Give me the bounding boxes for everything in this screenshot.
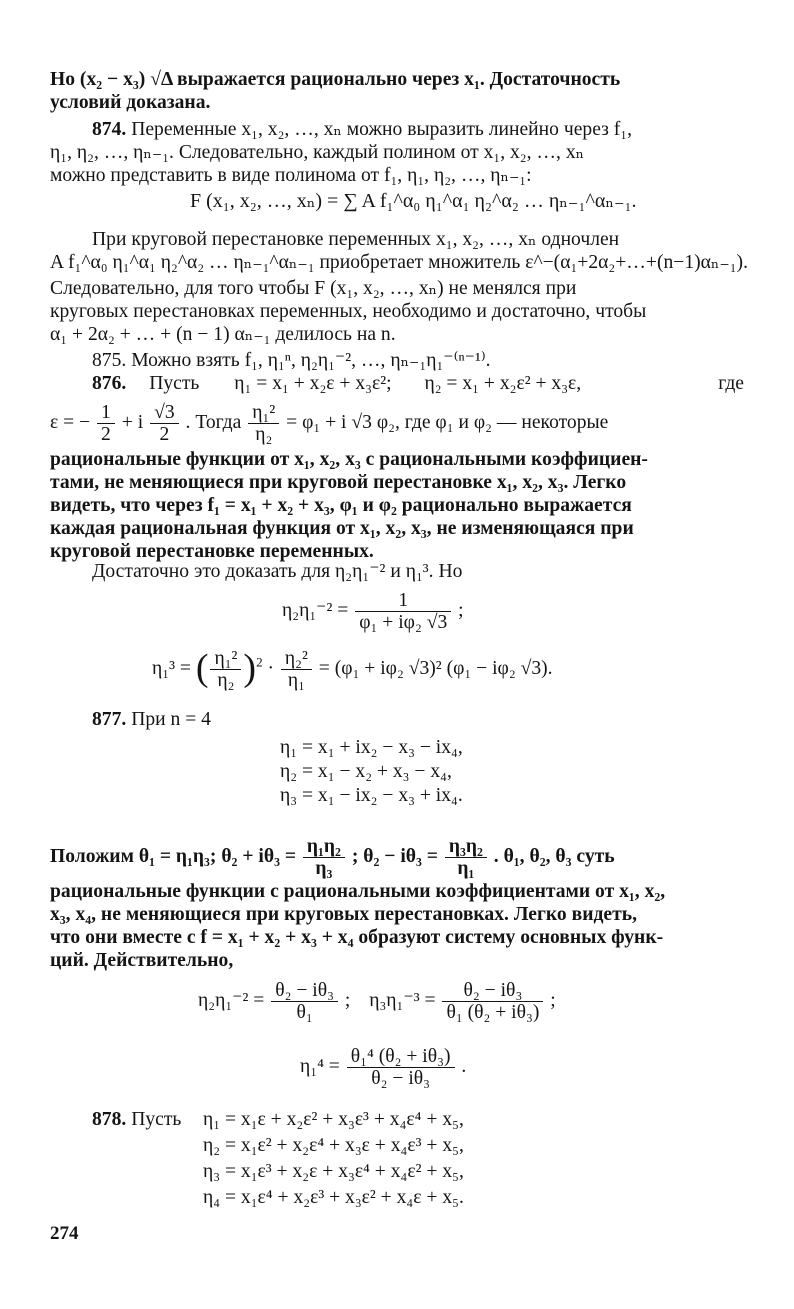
page-number: 274 xyxy=(50,1223,79,1244)
fraction-r3 xyxy=(347,1046,455,1089)
equation-eta1-cubed: η₁³ = ( $\frac{\text{η₁²}}{\text{η₂}}$ )$^2$ · $\frac{\text{η₂²}}{\text{η₁}}$ = (φ₁ + iφ₂ √3)² (φ₁ − iφ₂ √3). xyxy=(152,647,553,691)
separator: ; xyxy=(550,990,556,1011)
text: При n = 4 xyxy=(131,709,211,730)
problem-874-line-1 xyxy=(92,118,786,142)
numerator: 1 xyxy=(97,402,115,424)
problem-876-line-6: каждая рациональная функция от x₁, x₂, x₃, не изменяющаяся при xyxy=(50,518,634,539)
word-where: где xyxy=(718,373,744,394)
put-part-b: ; θ₂ − iθ₃ = xyxy=(351,846,438,867)
problem-876-line-4: тами, не меняющиеся при круговой перестановке x₁, x₂, x₃. Легко xyxy=(50,472,627,493)
equation-eta2-eta1 xyxy=(282,590,464,633)
fraction-eta xyxy=(248,402,279,445)
plus-i: + i xyxy=(121,412,144,433)
text: Можно взять f₁, η₁ⁿ, η₂η₁⁻², …, ηₙ₋₁η₁⁻⁽ⁿ⁻¹⁾. xyxy=(131,350,491,371)
problem-876-epsilon-line xyxy=(50,402,608,445)
problem-874-para2-line-4: круговых перестановках переменных, необходимо и достаточно, чтобы xyxy=(50,301,647,322)
problem-876-line-3: рациональные функции от x₁, x₂, x₃ с рациональными коэффициен- xyxy=(50,449,648,470)
eta-2-def: η₂ = x₁ε² + x₂ε⁴ + x₃ε + x₄ε³ + x₅, xyxy=(203,1135,464,1156)
numerator: √3 xyxy=(150,402,179,424)
problem-877-put-line xyxy=(50,836,615,879)
r2-lhs: η₃η₁⁻³ = xyxy=(369,990,436,1011)
separator: ; xyxy=(458,600,464,621)
fraction-sqrt3-over-2 xyxy=(150,402,179,445)
r3-lhs: η₁⁴ = xyxy=(300,1056,340,1077)
problem-874-para2-line-1: При круговой перестановке переменных x₁, x₂, …, xₙ одночлен xyxy=(92,229,620,250)
fraction-half xyxy=(97,402,115,445)
fraction-r1 xyxy=(271,980,338,1023)
denominator: θ₂ − iθ₃ xyxy=(371,1068,430,1089)
separator: . xyxy=(461,1056,467,1077)
numerator: η₃η₂ xyxy=(445,836,487,858)
problem-number: 874. xyxy=(92,119,127,140)
numerator: 1 xyxy=(355,590,451,612)
numerator: θ₁⁴ (θ₂ + iθ₃) xyxy=(347,1046,455,1068)
denominator: η₁ xyxy=(457,858,475,879)
dot: · xyxy=(267,658,275,679)
fraction-inner xyxy=(210,648,241,691)
rhs: = (φ₁ + iφ₂ √3)² (φ₁ − iφ₂ √3). xyxy=(318,658,553,679)
problem-876-line-1 xyxy=(92,372,744,396)
eta-3-def: η₃ = x₁ε³ + x₂ε + x₃ε⁴ + x₄ε² + x₅, xyxy=(203,1161,464,1182)
problem-number: 875. xyxy=(92,350,127,371)
eta-2-def: η₂ = x₁ + x₂ε² + x₃ε, xyxy=(424,373,582,394)
word-then: . Тогда xyxy=(185,412,242,433)
eta-1-def: η₁ = x₁ + x₂ε + x₃ε²; xyxy=(234,373,392,394)
problem-877-line-5: ций. Действительно, xyxy=(50,950,234,971)
problem-876-line-8: Достаточно это доказать для η₂η₁⁻² и η₁³. Но xyxy=(92,561,463,582)
denominator: η₂ xyxy=(217,670,235,691)
separator: ; xyxy=(344,990,351,1011)
word-let: Пусть xyxy=(131,1109,182,1130)
denominator: η₂ xyxy=(255,424,273,445)
numerator: η₁² xyxy=(210,648,241,670)
problem-number: 878. xyxy=(92,1109,127,1130)
r1-lhs: η₂η₁⁻² = xyxy=(198,990,265,1011)
problem-877-line-3: x₃, x₄, не меняющиеся при круговых перестановках. Легко видеть, xyxy=(50,904,637,925)
fraction xyxy=(281,648,312,691)
problem-874-para2-line-3: Следовательно, для того чтобы F (x₁, x₂, …, xₙ) не менялся при xyxy=(50,278,577,299)
power: 2 xyxy=(256,654,263,670)
formula-polynomial: F (x₁, x₂, …, xₙ) = ∑ A f₁^α₀ η₁^α₁ η₂^α₂ … ηₙ₋₁^αₙ₋₁. xyxy=(190,190,637,212)
denominator: θ₁ xyxy=(296,1002,313,1023)
equation-r3 xyxy=(300,1046,466,1089)
problem-874-para2-line-2: A f₁^α₀ η₁^α₁ η₂^α₂ … ηₙ₋₁^αₙ₋₁ приобретает множитель ε^−(α₁+2α₂+…+(n−1)αₙ₋₁). xyxy=(50,252,748,273)
numerator: η₁² xyxy=(248,402,279,424)
problem-876-line-7: круговой перестановке переменных. xyxy=(50,541,374,562)
problem-877-line-4: что они вместе с f = x₁ + x₂ + x₃ + x₄ образуют систему основных функ- xyxy=(50,927,664,948)
eta-4-def: η₄ = x₁ε⁴ + x₂ε³ + x₃ε² + x₄ε + x₅. xyxy=(203,1187,464,1208)
denominator: φ₁ + iφ₂ √3 xyxy=(359,612,448,633)
fraction-1 xyxy=(303,836,345,879)
numerator: η₂² xyxy=(281,648,312,670)
denominator: η₁ xyxy=(287,670,305,691)
lhs: η₁³ = xyxy=(152,658,191,679)
text: Переменные x₁, x₂, …, xₙ можно выразить линейно через f₁, xyxy=(131,119,633,140)
lhs: η₂η₁⁻² = xyxy=(282,600,349,621)
eta-1-def: η₁ = x₁ + ix₂ − x₃ − ix₄, xyxy=(280,737,463,758)
denominator: η₃ xyxy=(315,858,333,879)
numerator: θ₂ − iθ₃ xyxy=(271,980,338,1002)
problem-874-para2-line-5: α₁ + 2α₂ + … + (n − 1) αₙ₋₁ делилось на n. xyxy=(50,324,396,345)
problem-number: 877. xyxy=(92,709,127,730)
problem-878-line-1 xyxy=(92,1108,181,1132)
eps-lhs: ε = − xyxy=(50,412,91,433)
problem-877-line-2: рациональные функции с рациональными коэффициентами от x₁, x₂, xyxy=(50,881,666,902)
eta-3-def: η₃ = x₁ − ix₂ − x₃ + ix₄. xyxy=(280,785,463,806)
eta-1-def: η₁ = x₁ε + x₂ε² + x₃ε³ + x₄ε⁴ + x₅, xyxy=(203,1109,464,1130)
denominator: 2 xyxy=(159,424,170,445)
fraction xyxy=(355,590,451,633)
problem-877-line-1 xyxy=(92,708,786,732)
fraction-r2 xyxy=(442,980,543,1023)
numerator: η₁η₂ xyxy=(303,836,345,858)
intro-line-1: Но (x₂ − x₃) √Δ выражается рационально через x₁. Достаточность xyxy=(50,69,621,90)
problem-875 xyxy=(92,349,786,373)
denominator: θ₁ (θ₂ + iθ₃) xyxy=(446,1002,540,1023)
problem-874-line-2: η₁, η₂, …, ηₙ₋₁. Следовательно, каждый полином от x₁, x₂, …, xₙ xyxy=(50,142,585,163)
equation-r1-r2 xyxy=(198,980,556,1023)
put-part-c: . θ₁, θ₂, θ₃ суть xyxy=(493,846,615,867)
problem-number: 876. xyxy=(92,373,127,394)
word-let: Пусть xyxy=(149,373,200,394)
word-put: Положим xyxy=(50,846,134,867)
put-part-a: θ₁ = η₁η₃; θ₂ + iθ₃ = xyxy=(138,846,297,867)
problem-874-line-3: можно представить в виде полинома от f₁, η₁, η₂, …, ηₙ₋₁: xyxy=(50,165,532,186)
intro-line-2: условий доказана. xyxy=(50,92,211,113)
rhs: = φ₁ + i √3 φ₂, где φ₁ и φ₂ — некоторые xyxy=(286,412,609,433)
eta-2-def: η₂ = x₁ − x₂ + x₃ − x₄, xyxy=(280,761,452,782)
numerator: θ₂ − iθ₃ xyxy=(442,980,543,1002)
problem-876-line-5: видеть, что через f₁ = x₁ + x₂ + x₃, φ₁ и φ₂ рационально выражается xyxy=(50,495,632,516)
denominator: 2 xyxy=(101,424,111,445)
fraction-2 xyxy=(445,836,487,879)
